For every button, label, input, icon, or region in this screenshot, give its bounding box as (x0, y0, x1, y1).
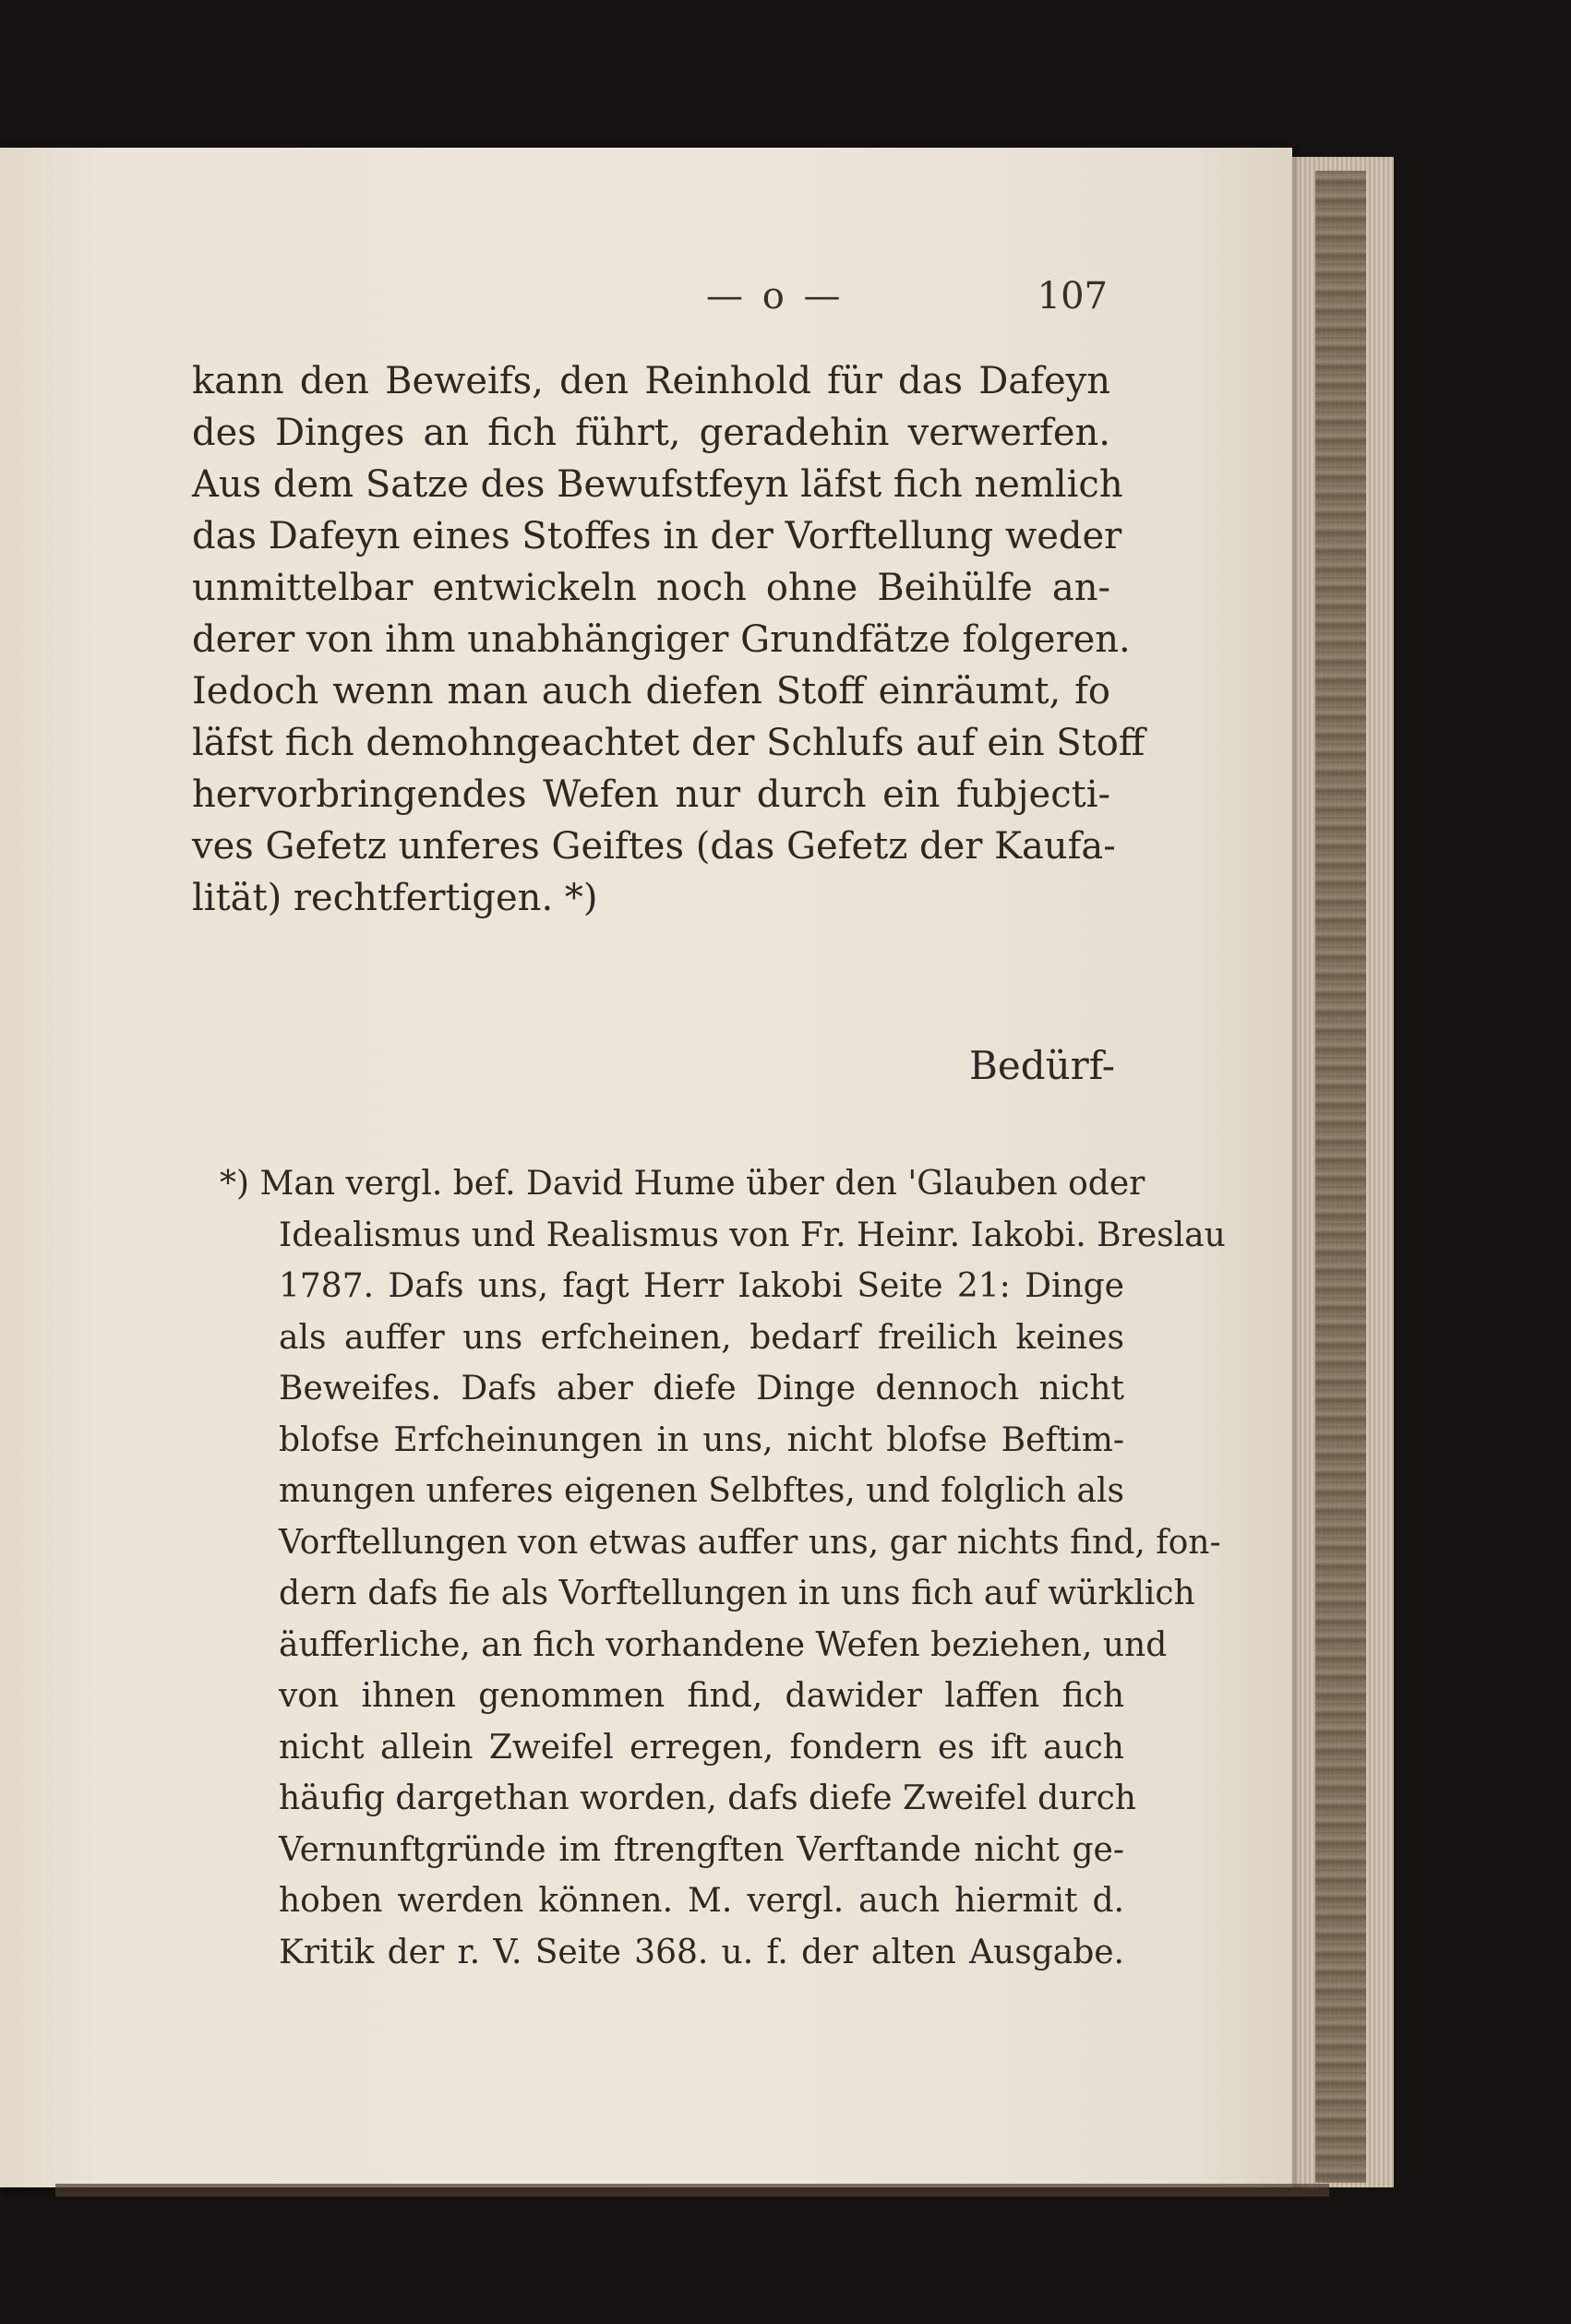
text-line: Iedoch wenn man auch diefen Stoff einräumt, fo (192, 670, 1110, 713)
footnote-line: Kritik der r. V. Seite 368. u. f. der alten Ausgabe. (279, 1933, 1124, 1971)
footnote-line: mungen unferes eigenen Selbftes, und folglich als (279, 1472, 1124, 1510)
text-line: des Dinges an fich führt, geradehin verwerfen. (192, 412, 1110, 454)
catchword: Bedürf- (969, 1043, 1115, 1088)
text-line: läfst fich demohngeachtet der Schlufs auf ein Stoff (192, 722, 1145, 764)
footnote-line: dern dafs fie als Vorftellungen in uns fich auf würklich (279, 1575, 1195, 1612)
footnote-line: 1787. Dafs uns, fagt Herr Iakobi Seite 21: Dinge (279, 1267, 1124, 1305)
footnote-line: als auffer uns erfcheinen, bedarf freilich keines (279, 1318, 1124, 1357)
footnote-line: *) Man vergl. bef. David Hume über den 'Glauben oder (220, 1165, 1145, 1203)
text-line: ves Gefetz unferes Geiftes (das Gefetz der Kaufa- (192, 825, 1116, 868)
running-head (194, 275, 1108, 330)
page-number: 107 (1037, 275, 1108, 317)
text-line: hervorbringendes Wefen nur durch ein fubjecti- (192, 773, 1110, 816)
footnote-line: häufig dargethan worden, dafs diefe Zweifel durch (279, 1779, 1136, 1817)
footnote-line: Vernunftgründe im ftrengften Verftande nicht ge- (279, 1830, 1124, 1869)
page-bottom-edge (55, 2184, 1329, 2197)
main-text (192, 355, 1145, 924)
footnote-line: hoben werden können. M. vergl. auch hiermit d. (279, 1882, 1124, 1920)
footnote-line: Beweifes. Dafs aber diefe Dinge dennoch nicht (279, 1370, 1124, 1408)
footnote-line: Idealismus und Realismus von Fr. Heinr. Iakobi. Breslau (279, 1216, 1226, 1254)
text-line: lität) rechtfertigen. *) (192, 877, 598, 919)
text-line: kann den Beweifs, den Reinhold für das Dafeyn (192, 360, 1110, 402)
header-ornament: — o — (706, 275, 845, 317)
footnote-line: äufferliche, an fich vorhandene Wefen beziehen, und (279, 1625, 1168, 1664)
text-line: derer von ihm unabhängiger Grundfätze folgeren. (192, 618, 1131, 661)
text-line: das Dafeyn eines Stoffes in der Vorftellung weder (192, 515, 1122, 557)
footnote-line: nicht allein Zweifel erregen, fondern es ift auch (279, 1728, 1124, 1767)
footnote-line: von ihnen genommen find, dawider laffen fich (279, 1677, 1124, 1715)
text-line: Aus dem Satze des Bewufstfeyn läfst fich nemlich (192, 463, 1123, 506)
footnote-line: Vorftellungen von etwas auffer uns, gar nichts find, fon- (279, 1523, 1221, 1562)
footnote (220, 1158, 1226, 1978)
text-line: unmittelbar entwickeln noch ohne Beihülfe an- (192, 567, 1110, 609)
footnote-line: blofse Erfcheinungen in uns, nicht blofse Beftim- (279, 1420, 1124, 1459)
book-spine (1315, 171, 1366, 2183)
